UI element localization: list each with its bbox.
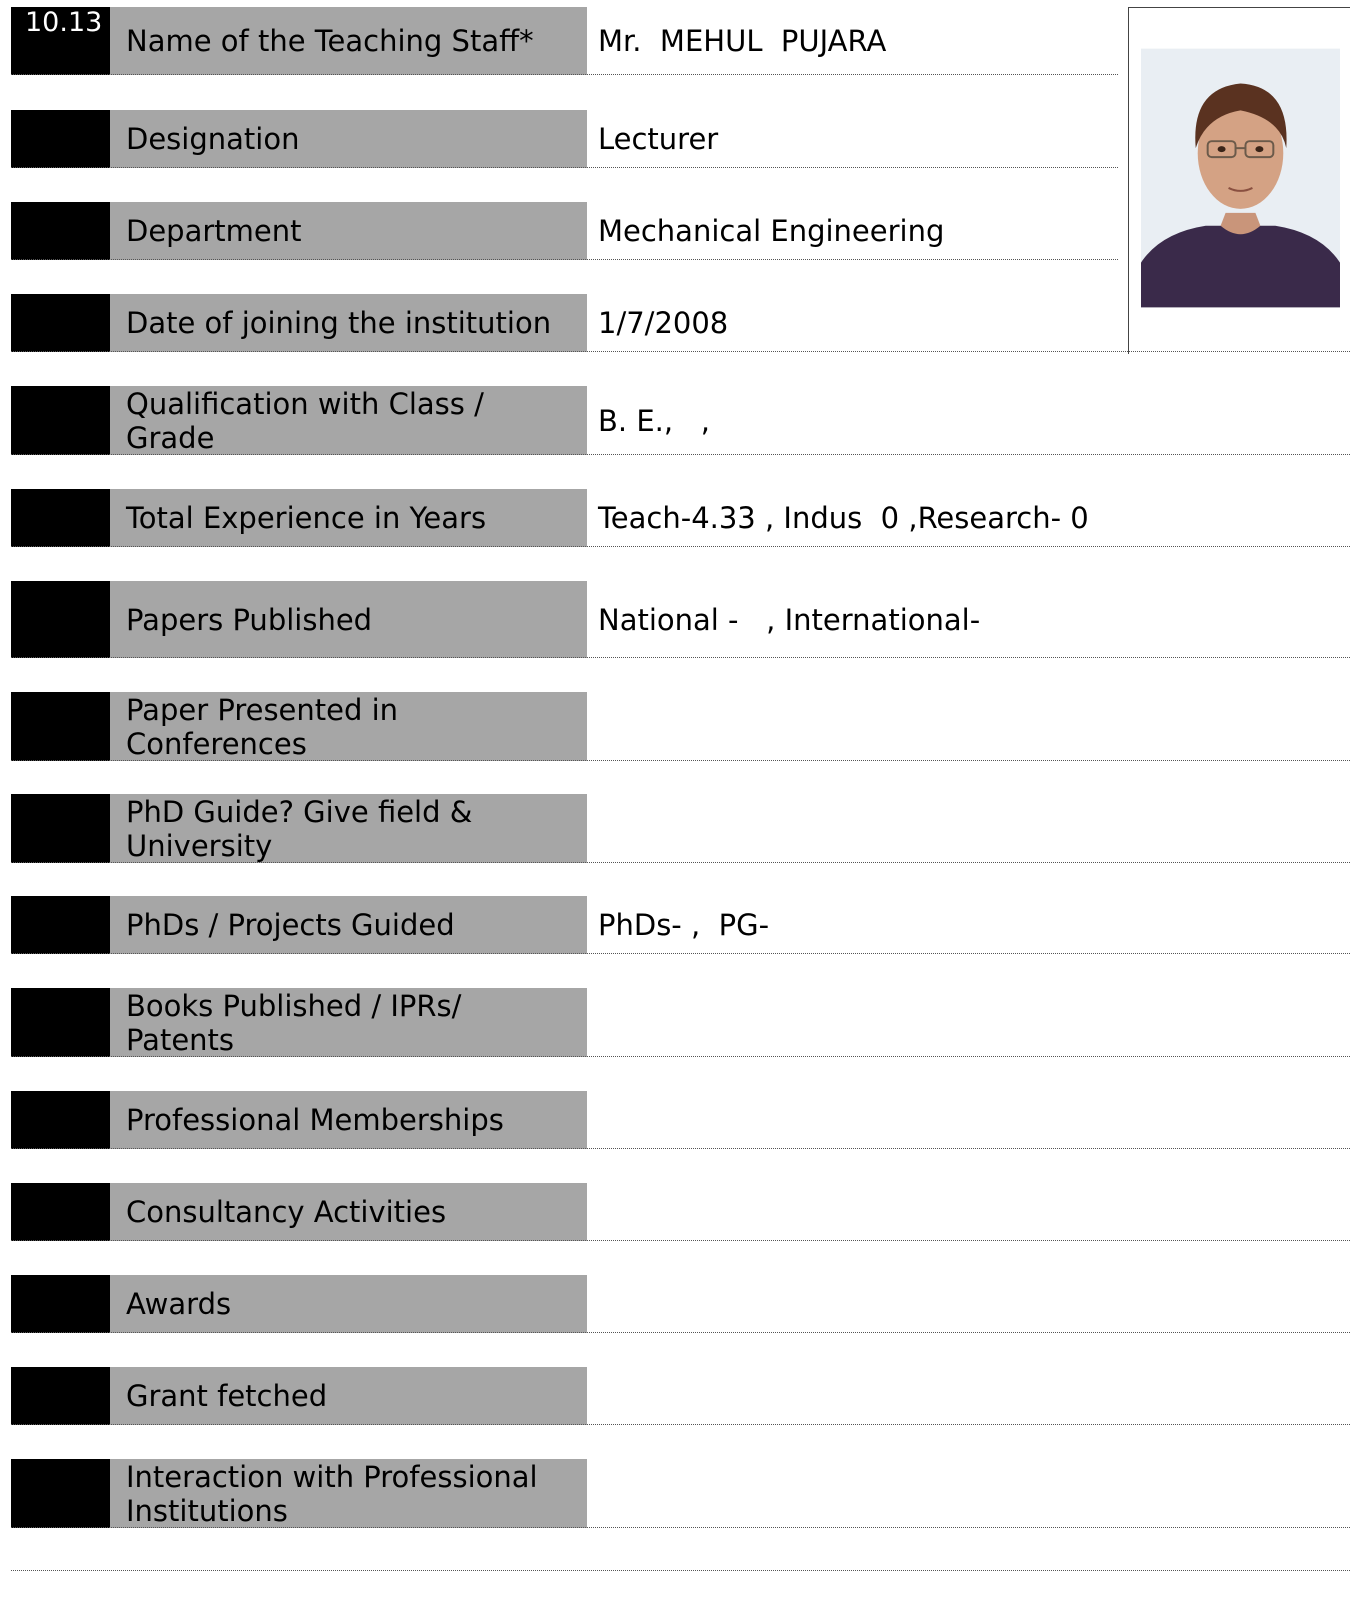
row-divider <box>11 351 1350 352</box>
field-label: Consultancy Activities <box>110 1183 587 1241</box>
field-label: PhDs / Projects Guided <box>110 896 587 954</box>
row-marker <box>11 581 110 658</box>
form-row <box>11 7 1350 75</box>
field-value: PhDs- , PG- <box>598 908 770 942</box>
form-row <box>11 202 1350 260</box>
row-marker <box>11 294 110 352</box>
row-divider <box>11 657 1350 658</box>
form-row <box>11 489 1350 547</box>
field-label: Name of the Teaching Staff* <box>110 7 587 75</box>
row-marker <box>11 794 110 863</box>
row-divider <box>11 454 1350 455</box>
field-value: Mechanical Engineering <box>598 214 945 248</box>
row-marker <box>11 1183 110 1241</box>
row-divider <box>11 167 1118 168</box>
row-marker <box>11 1091 110 1149</box>
row-divider <box>11 1240 1350 1241</box>
row-divider <box>11 1332 1350 1333</box>
bottom-rule <box>11 1570 1350 1571</box>
row-divider <box>11 953 1350 954</box>
field-label: Qualification with Class / Grade <box>110 386 587 455</box>
form-row <box>11 1459 1350 1528</box>
field-label: Books Published / IPRs/ Patents <box>110 988 587 1057</box>
form-row <box>11 1183 1350 1241</box>
form-row <box>11 294 1350 352</box>
row-marker <box>11 988 110 1057</box>
section-number: 10.13 <box>11 7 110 75</box>
field-value: Mr. MEHUL PUJARA <box>598 24 887 58</box>
field-label: Professional Memberships <box>110 1091 587 1149</box>
form-row <box>11 1275 1350 1333</box>
field-label: PhD Guide? Give field & University <box>110 794 587 863</box>
row-marker <box>11 489 110 547</box>
form-row <box>11 1367 1350 1425</box>
field-label: Papers Published <box>110 581 587 658</box>
field-value: National - , International- <box>598 602 981 637</box>
row-marker <box>11 1275 110 1333</box>
field-value: Teach-4.33 , Indus 0 ,Research- 0 <box>598 501 1089 535</box>
row-divider <box>11 760 1350 761</box>
row-divider <box>11 74 1118 75</box>
field-label: Paper Presented in Conferences <box>110 692 587 761</box>
row-marker <box>11 1367 110 1425</box>
row-divider <box>11 1527 1350 1528</box>
staff-photo <box>1141 48 1340 308</box>
form-row <box>11 110 1350 168</box>
field-label: Designation <box>110 110 587 168</box>
row-marker <box>11 386 110 455</box>
form-row <box>11 386 1350 455</box>
row-divider <box>11 546 1350 547</box>
row-divider <box>11 1424 1350 1425</box>
row-marker <box>11 692 110 761</box>
row-divider <box>11 1148 1350 1149</box>
form-row <box>11 896 1350 954</box>
field-value: Lecturer <box>598 122 719 156</box>
field-label: Department <box>110 202 587 260</box>
field-label: Awards <box>110 1275 587 1333</box>
field-label: Date of joining the institution <box>110 294 587 352</box>
row-marker <box>11 110 110 168</box>
field-label: Total Experience in Years <box>110 489 587 547</box>
form-row <box>11 1091 1350 1149</box>
row-marker <box>11 202 110 260</box>
field-label: Grant fetched <box>110 1367 587 1425</box>
form-row <box>11 988 1350 1057</box>
row-divider <box>11 259 1118 260</box>
field-label: Interaction with Professional Institutions <box>110 1459 587 1528</box>
field-value: 1/7/2008 <box>598 306 729 340</box>
field-value: B. E., , <box>598 403 710 438</box>
row-divider <box>11 862 1350 863</box>
form-row <box>11 692 1350 761</box>
row-marker <box>11 1459 110 1528</box>
row-divider <box>11 1056 1350 1057</box>
form-row <box>11 794 1350 863</box>
form-row <box>11 581 1350 658</box>
row-marker <box>11 896 110 954</box>
